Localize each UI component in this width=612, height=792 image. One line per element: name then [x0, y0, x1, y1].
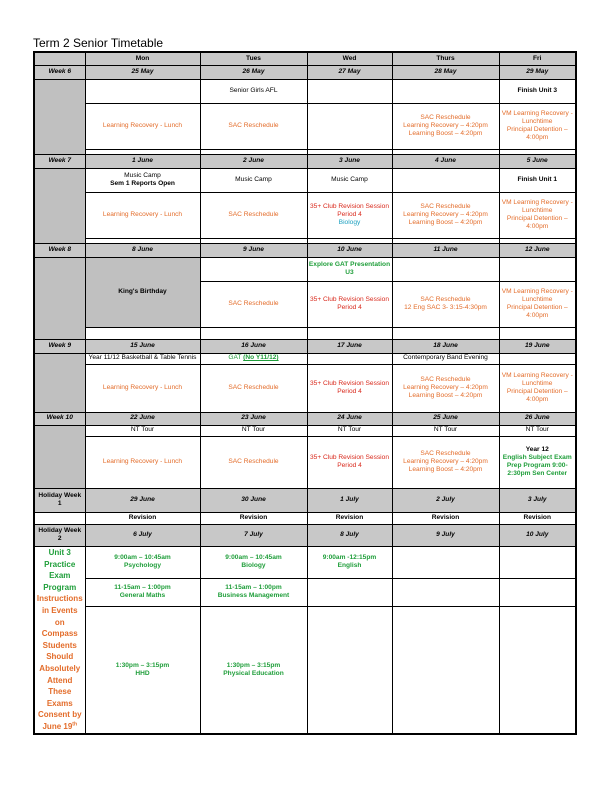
exam-cell: 1:30pm – 3:15pm HHD [85, 606, 200, 734]
week-row [34, 524, 576, 546]
day-header: Tues [200, 52, 307, 65]
date-cell: 28 May [392, 65, 499, 79]
activity-cell: SAC Reschedule [200, 192, 307, 238]
event-cell: Finish Unit 1 [499, 168, 576, 192]
date-cell: 8 July [307, 524, 392, 546]
day-header: Thurs [392, 52, 499, 65]
week-side-cell [34, 425, 85, 488]
date-cell: 26 May [200, 65, 307, 79]
event-row [34, 168, 576, 192]
activity-cell: Learning Recovery - Lunch [85, 436, 200, 488]
activity-cell: SAC Reschedule 12 Eng SAC 3- 3:15-4:30pm [392, 281, 499, 327]
date-cell: 2 July [392, 488, 499, 512]
date-cell: 23 June [200, 412, 307, 425]
event-cell: Finish Unit 3 [499, 79, 576, 103]
activity-cell: VM Learning Recovery - Lunchtime Principal Detention – 4:00pm [499, 103, 576, 149]
exam-cell: 9:00am – 10:45am Psychology [85, 546, 200, 578]
revision-cell: Revision [85, 512, 200, 524]
date-cell: 29 June [85, 488, 200, 512]
spacer-row [34, 327, 576, 339]
activity-cell: SAC Reschedule [200, 103, 307, 149]
event-cell: Music Camp Sem 1 Reports Open [85, 168, 200, 192]
event-cell [392, 168, 499, 192]
date-cell: 3 July [499, 488, 576, 512]
week-side-cell [34, 353, 85, 412]
event-row [34, 353, 576, 364]
side-cell [34, 512, 85, 524]
date-cell: 30 June [200, 488, 307, 512]
revision-cell: Revision [307, 512, 392, 524]
exam-cell [307, 578, 392, 606]
date-cell: 25 June [392, 412, 499, 425]
week-row [34, 412, 576, 425]
week-label: Week 6 [34, 65, 85, 79]
week-row [34, 65, 576, 79]
date-cell: 9 July [392, 524, 499, 546]
event-cell [307, 353, 392, 364]
activity-cell: SAC Reschedule Learning Recovery – 4:20pm Learning Boost – 4:20pm [392, 364, 499, 412]
activity-cell: SAC Reschedule Learning Recovery – 4:20pm Learning Boost – 4:20pm [392, 436, 499, 488]
date-cell: 9 June [200, 243, 307, 257]
corner-cell [34, 52, 85, 65]
activity-row [34, 103, 576, 149]
day-header: Fri [499, 52, 576, 65]
exam-cell [499, 546, 576, 578]
date-cell: 4 June [392, 154, 499, 168]
event-cell: NT Tour [307, 425, 392, 436]
event-cell: NT Tour [392, 425, 499, 436]
event-cell: NT Tour [85, 425, 200, 436]
activity-cell: 35+ Club Revision Session Period 4 [307, 436, 392, 488]
event-row [34, 257, 576, 281]
event-cell [499, 257, 576, 281]
exam-cell: 9:00am – 10:45am Biology [200, 546, 307, 578]
activity-cell: SAC Reschedule [200, 364, 307, 412]
event-cell [392, 257, 499, 281]
event-row [34, 79, 576, 103]
exam-cell [307, 606, 392, 734]
day-header: Mon [85, 52, 200, 65]
activity-cell: 35+ Club Revision Session Period 4 [307, 364, 392, 412]
week-label: Week 7 [34, 154, 85, 168]
event-cell [499, 353, 576, 364]
date-cell: 10 July [499, 524, 576, 546]
activity-cell: SAC Reschedule Learning Recovery – 4:20pm Learning Boost – 4:20pm [392, 103, 499, 149]
date-cell: 2 June [200, 154, 307, 168]
activity-cell: Learning Recovery - Lunch [85, 103, 200, 149]
activity-cell: SAC Reschedule Learning Recovery – 4:20pm Learning Boost – 4:20pm [392, 192, 499, 238]
date-cell: 22 June [85, 412, 200, 425]
date-cell: 11 June [392, 243, 499, 257]
week-label: Week 8 [34, 243, 85, 257]
activity-cell: Year 12 English Subject Exam Prep Program 9:00- 2:30pm Sen Center [499, 436, 576, 488]
activity-cell [307, 103, 392, 149]
event-cell: GAT (No Y11/12) [200, 353, 307, 364]
event-cell [85, 79, 200, 103]
day-header: Wed [307, 52, 392, 65]
activity-cell: SAC Reschedule [200, 281, 307, 327]
week-label: Week 9 [34, 339, 85, 353]
event-cell: Music Camp [200, 168, 307, 192]
activity-row [34, 192, 576, 238]
week-row [34, 154, 576, 168]
holiday-cell: King's Birthday [85, 257, 200, 327]
activity-row [34, 364, 576, 412]
exam-cell: 9:00am -12:15pm English [307, 546, 392, 578]
revision-cell: Revision [499, 512, 576, 524]
practice-exam-note: Unit 3 Practice Exam Program Instructions in Events on Compass Students Should Absolutely Attend These Exams Consent by June 19th [34, 546, 85, 734]
event-cell: Contemporary Band Evening [392, 353, 499, 364]
week-row [34, 339, 576, 353]
exam-row [34, 546, 576, 578]
activity-cell: Learning Recovery - Lunch [85, 364, 200, 412]
date-cell: 29 May [499, 65, 576, 79]
week-label: Holiday Week 1 [34, 488, 85, 512]
date-cell: 12 June [499, 243, 576, 257]
exam-cell: 1:30pm – 3:15pm Physical Education [200, 606, 307, 734]
activity-cell: Learning Recovery - Lunch [85, 192, 200, 238]
date-cell: 24 June [307, 412, 392, 425]
event-cell [392, 79, 499, 103]
date-cell: 8 June [85, 243, 200, 257]
revision-cell: Revision [392, 512, 499, 524]
revision-cell: Revision [200, 512, 307, 524]
header-row [34, 52, 576, 65]
exam-cell: 11-15am – 1:00pm General Maths [85, 578, 200, 606]
event-cell: NT Tour [499, 425, 576, 436]
week-label: Week 10 [34, 412, 85, 425]
date-cell: 18 June [392, 339, 499, 353]
date-cell: 6 July [85, 524, 200, 546]
event-cell [200, 257, 307, 281]
page-title: Term 2 Senior Timetable [33, 36, 164, 50]
exam-cell [499, 578, 576, 606]
exam-cell [392, 578, 499, 606]
event-cell: Year 11/12 Basketball & Table Tennis [85, 353, 200, 364]
date-cell: 25 May [85, 65, 200, 79]
date-cell: 7 July [200, 524, 307, 546]
exam-cell [499, 606, 576, 734]
date-cell: 1 July [307, 488, 392, 512]
date-cell: 15 June [85, 339, 200, 353]
exam-cell: 11-15am – 1:00pm Business Management [200, 578, 307, 606]
event-cell: Music Camp [307, 168, 392, 192]
date-cell: 1 June [85, 154, 200, 168]
date-cell: 17 June [307, 339, 392, 353]
event-cell: NT Tour [200, 425, 307, 436]
timetable [33, 51, 577, 735]
date-cell: 19 June [499, 339, 576, 353]
exam-row [34, 606, 576, 734]
date-cell: 26 June [499, 412, 576, 425]
event-cell [307, 79, 392, 103]
activity-cell: VM Learning Recovery - Lunchtime Principal Detention – 4:00pm [499, 192, 576, 238]
exam-row [34, 578, 576, 606]
event-cell: Senior Girls AFL [200, 79, 307, 103]
revision-row [34, 512, 576, 524]
activity-cell: VM Learning Recovery - Lunchtime Principal Detention – 4:00pm [499, 281, 576, 327]
week-row [34, 243, 576, 257]
exam-cell [392, 546, 499, 578]
activity-cell: VM Learning Recovery - Lunchtime Principal Detention – 4:00pm [499, 364, 576, 412]
week-label: Holiday Week 2 [34, 524, 85, 546]
date-cell: 3 June [307, 154, 392, 168]
date-cell: 27 May [307, 65, 392, 79]
date-cell: 16 June [200, 339, 307, 353]
activity-cell: SAC Reschedule [200, 436, 307, 488]
date-cell: 5 June [499, 154, 576, 168]
activity-row [34, 436, 576, 488]
week-row [34, 488, 576, 512]
week-side-cell [34, 168, 85, 243]
event-row [34, 425, 576, 436]
activity-cell: 35+ Club Revision Session Period 4 [307, 281, 392, 327]
event-cell: Explore GAT Presentation U3 [307, 257, 392, 281]
date-cell: 10 June [307, 243, 392, 257]
activity-cell: 35+ Club Revision Session Period 4 Biology [307, 192, 392, 238]
week-side-cell [34, 257, 85, 339]
exam-cell [392, 606, 499, 734]
week-side-cell [34, 79, 85, 154]
